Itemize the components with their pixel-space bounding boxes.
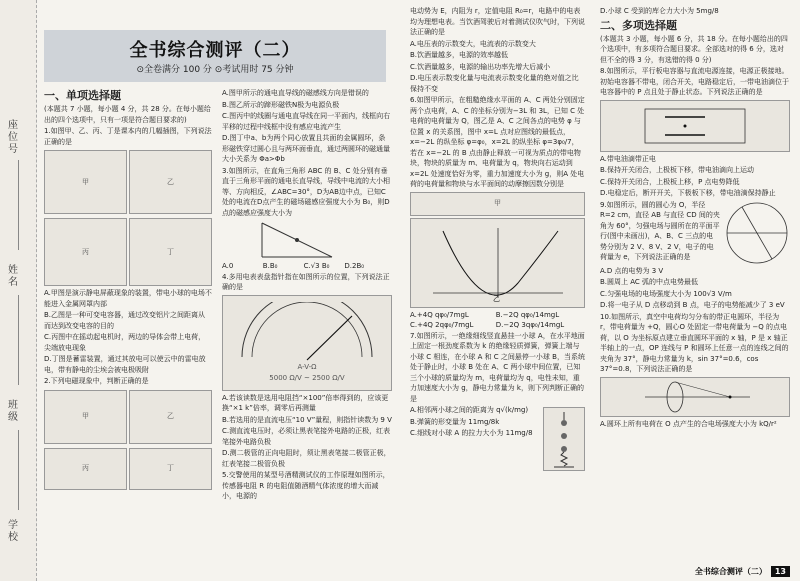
q6-figure-jia: 甲: [410, 192, 585, 216]
seat-number-line: [18, 160, 19, 250]
question-6: 6.如图甲所示，在粗糙绝缘水平面的 A、C 两处分别固定两个点电荷，A、C 的坐标分别为−3L 和 3L，已知 C 处电荷的电荷量为 Q，图乙是 A、C 之间各点的电势 φ 与位置 x 的关系图，图中 x=L 点对应图线的最低点，x=−2L 的纵坐标 φ=φ₀，x=2L 的纵坐标 φ=3φ₀/7，若在 x=−2L 的 B 点由静止释放一可视为质点的带电物块，物块的质量为 m、电荷量为 q，物块向右运动到 x=2L 处速度恰好为零，重力加速度大小为 g，则A 处电荷的电荷量和物块与水平面间的动摩擦因数分别是: [410, 96, 585, 188]
page-title: 全书综合测评（二）: [129, 40, 301, 61]
page-number: 13: [771, 566, 790, 577]
q4-option-b: B.若选用的是直流电压“10 V”量程，则指针读数为 9 V: [222, 415, 392, 424]
q7-options: [410, 405, 539, 473]
spring-diagram: [546, 410, 582, 468]
triangle-diagram: [222, 219, 392, 261]
column-3: [410, 6, 585, 473]
q8-capacitor-figure: [600, 100, 790, 152]
multimeter-dial-figure: [222, 295, 392, 391]
q5-continuation: 电动势为 E，内阻为 r，定值电阻 R₀=r，电路中的电表均为理想电表。当饮酒驾驶后对着测试仪吹气时，下列说法正确的是: [410, 7, 585, 36]
title-banner: [44, 30, 386, 82]
question-4: 4.多用电表表盘指针指在如图所示的位置，下列说法正确的是: [222, 272, 390, 291]
q10-ring-figure: [600, 377, 790, 417]
q8-option-b: B.保持开关闭合，上极板下移，带电油滴向上运动: [600, 166, 755, 174]
q8-option-a: A.带电油滴带正电: [600, 154, 656, 163]
q8-option-d: D.电稳定后，断开开关，下极板下移，带电油滴保持静止: [600, 189, 776, 197]
q5-option-c: C.饮酒量越多，电源的输出功率先增大后减小: [410, 62, 551, 71]
figure-yi: 乙: [129, 150, 212, 214]
q2-option-b: B.图乙所示的蹄形磁铁N极为电源负极: [222, 100, 340, 109]
q2-option-c: C.图丙中的线圈与通电直导线在同一平面内，线框向右平移的过程中线框中没有感应电流产生: [222, 112, 391, 131]
q3-options: [222, 261, 392, 272]
q9-area: [600, 200, 790, 266]
q9-option-b: B.圆周上 AC 弧的中点电势最低: [600, 278, 699, 286]
question-5: 5.交警使用的某型号酒精测试仪的工作原理如图所示，传感器电阻 R 的电阻值随酒精气体浓度的增大而减小，电源的: [222, 471, 390, 500]
q9-option-d: D.将一电子从 D 点移动到 B 点，电子的电势能减少了 3 eV: [600, 301, 785, 309]
class-label: 班级: [8, 400, 18, 423]
q3-option-a: A.0: [222, 262, 234, 270]
q7-spring-figure: [543, 407, 585, 471]
q5-option-b: B.饮酒量越多，电源的效率越低: [410, 51, 509, 59]
column-2: [222, 88, 392, 503]
q2-option-d: D.图丁中a、b为两个同心放置且共面的金属圆环，条形磁铁穿过圆心且与两环面垂直，通过两圆环的磁通量大小关系为 Φa>Φb: [222, 134, 390, 163]
q5-option-a: A.电压表的示数变大，电流表的示数变大: [410, 39, 536, 48]
q2-figures-top: [44, 388, 212, 446]
q1-option-b: B.乙图是一种可变电容器，通过改变铝片之间距离从而达到改变电容的目的: [44, 311, 206, 330]
q4-option-c: C.测直流电压时，必须让黑表笔接外电路的正极，红表笔接外电路负极: [222, 427, 391, 446]
figure-q2-ding: 丁: [129, 448, 212, 490]
q1-figures-top: [44, 148, 212, 216]
multimeter-dial: [232, 302, 382, 362]
figure-q2-yi: 乙: [129, 390, 212, 444]
question-2: 2.下列电磁现象中，判断正确的是: [44, 377, 149, 385]
q6-option-a: A.+4Q qφ₀/7mgL: [410, 310, 469, 319]
q1-option-c: C.丙图中在摇动起电机时，两边的导体会带上电荷，尖端放电现象: [44, 333, 206, 352]
circle-diagram: [724, 200, 790, 266]
figure-jia: 甲: [44, 150, 127, 214]
svg-text:乙: 乙: [492, 294, 500, 303]
question-7: 7.如图所示，一绝缘细线竖直悬挂一小球 A，在水平地面上固定一根劲度系数为 k 的绝缘轻质弹簧，弹簧上端与小球 C 相连，在小球 A 和 C 之间悬停一小球 B，当系统处于静止时，小球 B 处在 A、C 两小球中间位置，已知三个小球的质量均为 m，电荷量均为 q，电性未知，重力加速度大小为 g，静电力常量为 k，则下列判断正确的是: [410, 331, 585, 403]
meter-label: A-V-Ω: [297, 363, 317, 371]
q5-option-d: D.电压表示数变化量与电流表示数变化量的绝对值之比保持不变: [410, 74, 579, 93]
figure-q2-bing: 丙: [44, 448, 127, 490]
q1-figures-bottom: [44, 216, 212, 288]
figure-ding: 丁: [129, 218, 212, 286]
question-10: 10.如图所示，真空中电荷均匀分布的带正电圆环，半径为 r，带电荷量为 +Q，圆心O 处固定一带电荷量为 −Q 的点电荷，以 O 为坐标原点建立垂直圆环平面的 x 轴，P 是 x 轴正半轴上的一点，OP 连线与 P 和圆环上任意一点的连线之间的夹角为 37°，静电力常量为 k，sin 37°=0.6，cos 37°=0.8，下列说法正确的是: [600, 312, 789, 373]
q6-options: [410, 310, 585, 331]
exam-info: ⊙全卷满分 100 分 ⊙考试用时 75 分钟: [136, 65, 294, 75]
section-2-heading: 二、多项选择题: [600, 18, 677, 32]
ring-diagram: [635, 380, 755, 414]
question-8: 8.如图所示，平行板电容器与直流电源连接，电源正极接地。初始电容器不带电，闭合开关，电路稳定后，一带电油滴位于电容器中的 P 点且处于静止状态。下列说法正确的是: [600, 67, 789, 96]
capacitor-circuit: [635, 103, 755, 149]
figure-q2-jia: 甲: [44, 390, 127, 444]
q6-option-c: C.+4Q 2qφ₀/7mgL: [410, 321, 474, 329]
q9-circle-figure: [724, 200, 790, 266]
section-1-description: (本题共 7 小题，每小题 4 分，共 28 分。在每小题给出的四个选项中，只有一项是符合题目要求的): [44, 105, 211, 124]
meter-notes: 5000 Ω/V ~ 2500 Ω/V: [269, 373, 345, 382]
q9-option-a: A.D 点的电势为 3 V: [600, 266, 664, 275]
q7-area: [410, 405, 585, 473]
q7-option-d: D.小球 C 受到的库仑力大小为 5mg/8: [600, 7, 719, 15]
q1-option-a: A.甲图是演示静电屏蔽现象的装置，带电小球的电场不能进入金属网罩内部: [44, 289, 212, 308]
q6-figure-yi: [410, 218, 585, 308]
q2-figures-bottom: [44, 446, 212, 492]
name-label: 姓名: [8, 265, 18, 288]
q2-option-a: A.图甲所示的通电直导线的磁感线方向是错误的: [222, 89, 369, 97]
school-label: 学校: [8, 520, 18, 543]
page-footer: [695, 566, 790, 577]
footer-label: 全书综合测评（二）: [694, 567, 767, 576]
q4-option-d: D.测二极管的正向电阻时，须让黑表笔接二极管正极，红表笔接二极管负极: [222, 449, 391, 468]
section-2-description: (本题共 3 小题，每小题 6 分，共 18 分。在每小题给出的四个选项中，有多项符合题目要求。全部选对的得 6 分，选对但不全的得 3 分，有选错的得 0 分): [600, 34, 788, 64]
q3-triangle-figure: [222, 219, 392, 261]
q6-option-d: D.−2Q 3qφ₀/14mgL: [495, 321, 565, 329]
question-9: 9.如图所示，圆的圆心为 O，半径 R=2 cm，直径 AB 与直径 CD 间的夹角为 60°，匀强电场与圆所在的平面平行(图中未画出)，A、B、C 三点的电势分别为 2 V、8 V、2 V，电子的电荷量为 e，下列说法正确的是: [600, 200, 720, 261]
binding-margin: [0, 0, 37, 581]
question-1: 1.如图甲、乙、丙、丁是课本内的几幅插图，下列说法正确的是: [44, 127, 212, 146]
q8-option-c: C.保持开关闭合，上极板上移，P 点电势降低: [600, 177, 740, 186]
question-3: 3.如图所示，在直角三角形 ABC 的 B、C 处分别有垂直于三角形平面的通电长直导线，导线中电流的大小相等、方向相反，∠ABC=30°，D为AB边中点，已知C处的电流在D点产生的磁场磁感应强度大小为 B₀，则D点的磁感应强度大小为: [222, 166, 390, 217]
q3-option-c: C.√3 B₀: [303, 262, 330, 270]
q3-option-b: B.B₀: [262, 262, 278, 270]
section-1-heading: 一、单项选择题: [44, 89, 121, 102]
figure-bing: 丙: [44, 218, 127, 286]
name-line: [18, 295, 19, 385]
q7-option-a: A.相邻两小球之间的距离为 q√(k/mg): [410, 406, 529, 414]
seat-number-label: 座位号: [8, 120, 18, 155]
class-line: [18, 430, 19, 510]
column-4: [600, 6, 790, 430]
q9-option-c: C.匀强电场的电场强度大小为 100√3 V/m: [600, 289, 732, 298]
q1-option-d: D.丁图是蓄雷装置，通过其放电可以使云中的雷电放电，带有静电的尘埃会被电极吸附: [44, 355, 206, 374]
q4-option-a: A.若该读数是选用电阻挡“×100”倍率得到的，应该更换“×1 k”倍率，调零后再测量: [222, 393, 389, 412]
q3-option-d: D.2B₀: [344, 262, 365, 270]
q7-option-c: C.细线对小球 A 的拉力大小为 11mg/8: [410, 429, 533, 437]
q6-option-b: B.−2Q qφ₀/14mgL: [495, 310, 560, 319]
q10-option-a: A.圆环上所有电荷在 O 点产生的合电场强度大小为 kQ/r²: [600, 419, 777, 428]
q7-option-b: B.弹簧的形变量为 11mg/8k: [410, 417, 500, 426]
potential-curve: [423, 223, 573, 303]
column-1: [44, 88, 212, 492]
